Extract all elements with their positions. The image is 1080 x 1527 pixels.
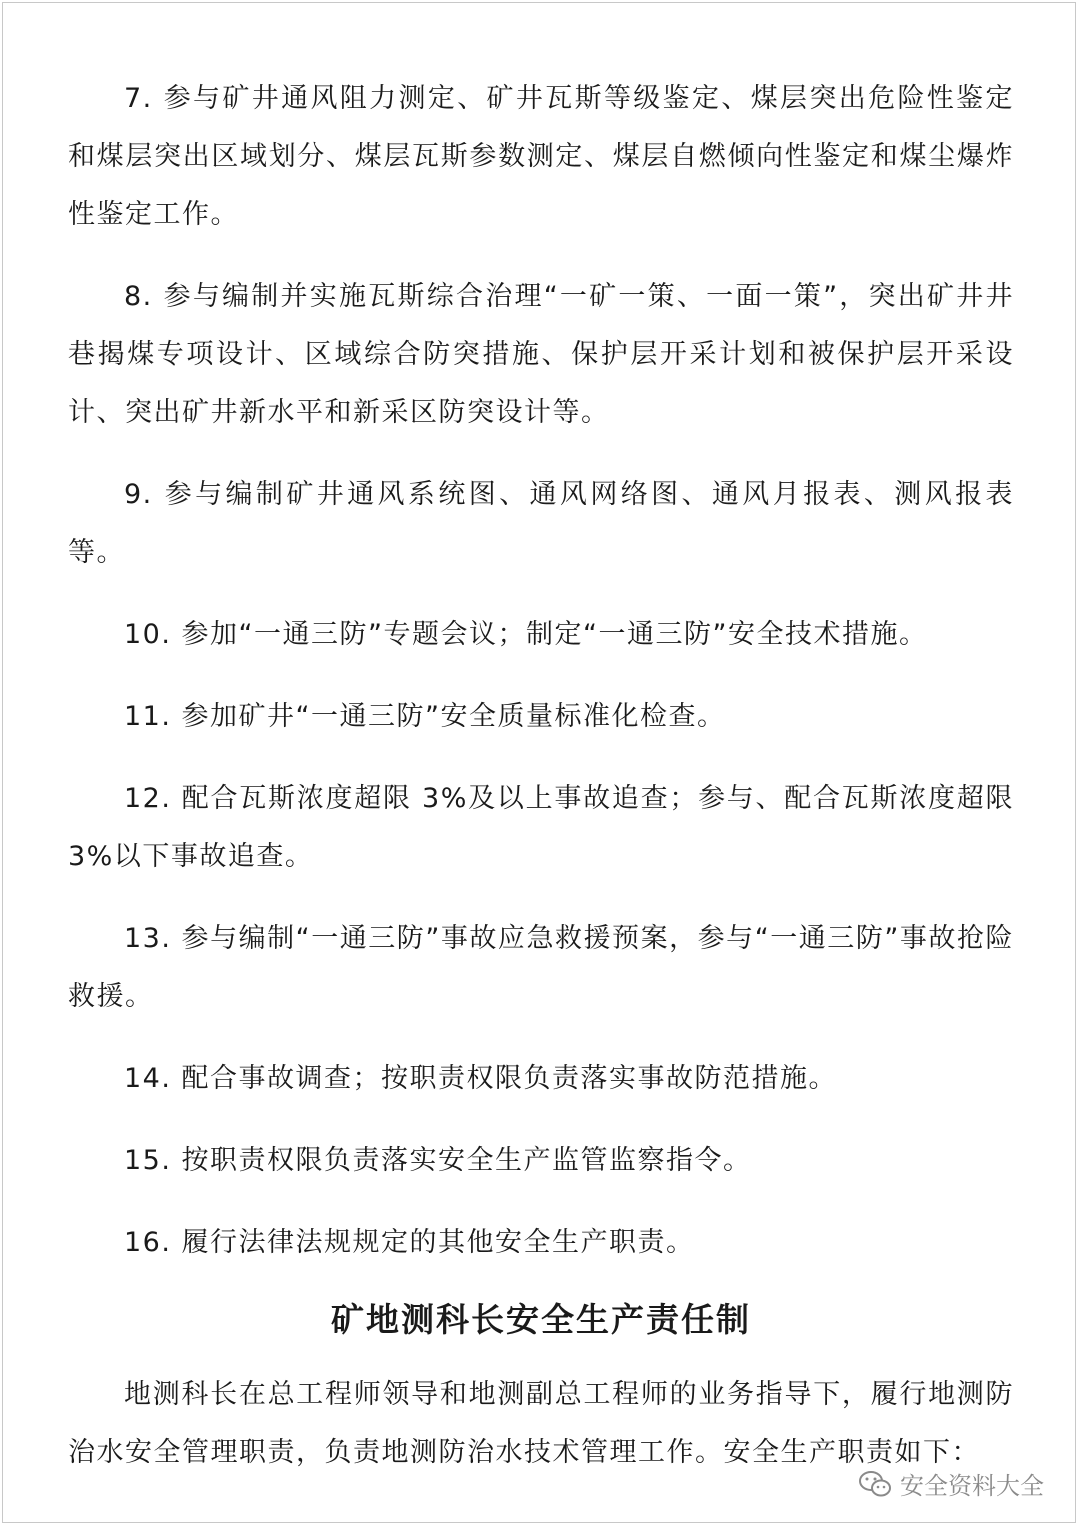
item-11-paragraph: 11. 参加矿井“一通三防”安全质量标准化检查。 [124,701,726,732]
item-8-paragraph: 8. 参与编制并实施瓦斯综合治理“一矿一策、一面一策”，突出矿井井巷揭煤专项设计、区域综合防突措施、保护层开采计划和被保护层开采设计、突出矿井新水平和新采区防突设计等。 [68,281,1014,428]
item-14-paragraph: 14. 配合事故调查；按职责权限负责落实事故防范措施。 [124,1063,838,1094]
item-9-paragraph: 9. 参与编制矿井通风系统图、通风网络图、通风月报表、测风报表等。 [68,479,1014,568]
watermark-text: 安全资料大全 [900,1472,1044,1500]
section-title: 矿地测科长安全生产责任制 [331,1300,751,1339]
item-10-paragraph: 10. 参加“一通三防”专题会议；制定“一通三防”安全技术措施。 [124,619,928,650]
intro-paragraph: 地测科长在总工程师领导和地测副总工程师的业务指导下，履行地测防治水安全管理职责，负责地测防治水技术管理工作。安全生产职责如下： [68,1379,1014,1468]
item-16-paragraph: 16. 履行法律法规规定的其他安全生产职责。 [124,1227,695,1258]
watermark [858,1466,1044,1501]
document-body [68,70,1014,1482]
item-12-paragraph: 12. 配合瓦斯浓度超限 3%及以上事故追查；参与、配合瓦斯浓度超限3%以下事故追查。 [68,783,1014,872]
wechat-icon [858,1469,892,1499]
item-13-paragraph: 13. 参与编制“一通三防”事故应急救援预案，参与“一通三防”事故抢险救援。 [68,923,1014,1012]
item-7-paragraph: 7. 参与矿井通风阻力测定、矿井瓦斯等级鉴定、煤层突出危险性鉴定和煤层突出区域划分、煤层瓦斯参数测定、煤层自燃倾向性鉴定和煤尘爆炸性鉴定工作。 [68,83,1014,230]
item-15-paragraph: 15. 按职责权限负责落实安全生产监管监察指令。 [124,1145,752,1176]
